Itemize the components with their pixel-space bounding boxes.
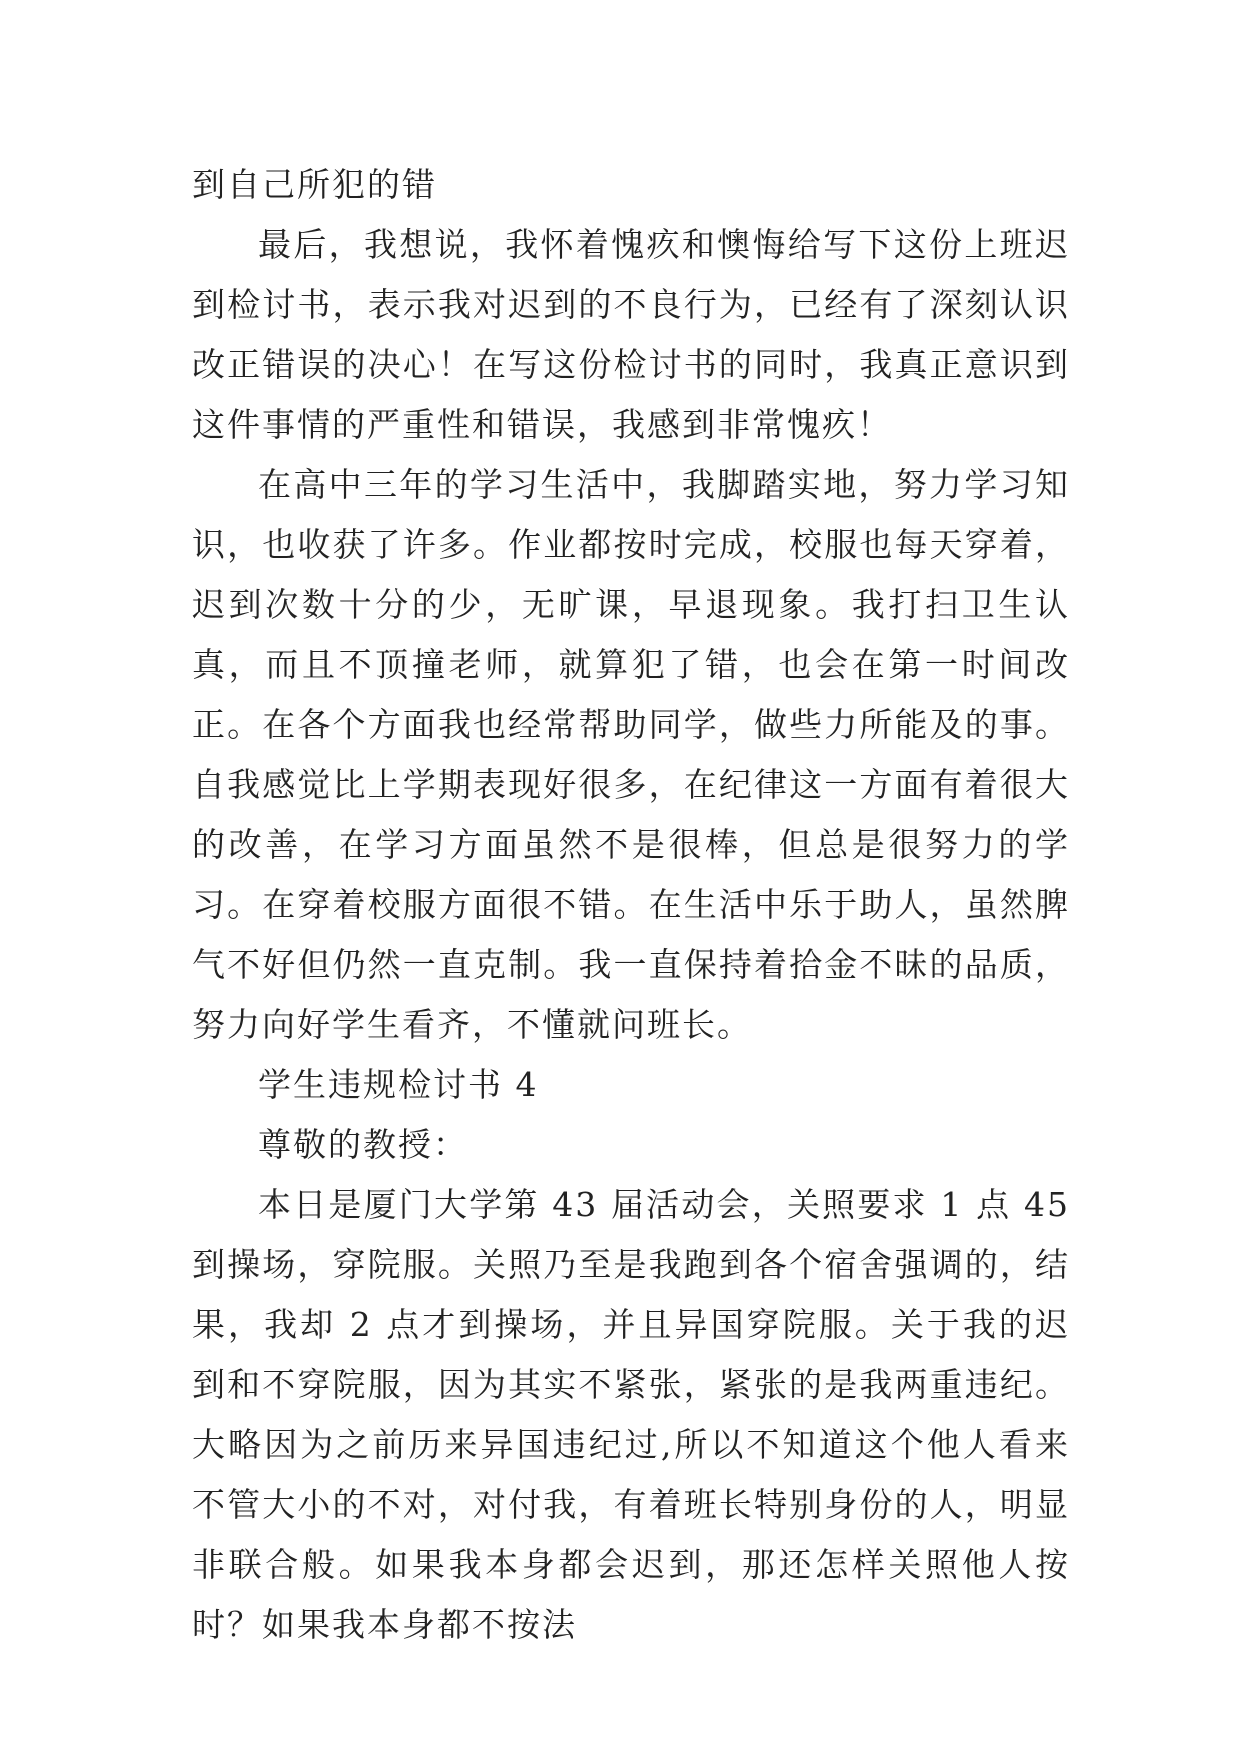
document-body (192, 155, 1070, 1655)
paragraph-self-evaluation: 在高中三年的学习生活中，我脚踏实地，努力学习知识，也收获了许多。作业都按时完成，校服也每天穿着，迟到次数十分的少，无旷课，早退现象。我打扫卫生认真，而且不顶撞老师，就算犯了错，也会在第一时间改正。在各个方面我也经常帮助同学，做些力所能及的事。 自我感觉比上学期表现好很多，在纪律这一方面有着很大的改善，在学习方面虽然不是很棒，但总是很努力的学习。在穿着校服方面很不错。在生活中乐于助人，虽然脾气不好但仍然一直克制。我一直保持着拾金不昧的品质，努力向好学生看齐，不懂就问班长。 (192, 465, 1070, 1044)
section-heading: 学生违规检讨书 4 (258, 1065, 539, 1104)
paragraph-closing-statement: 最后，我想说，我怀着愧疚和懊悔给写下这份上班迟到检讨书，表示我对迟到的不良行为，已经有了深刻认识改正错误的决心！在写这份检讨书的同时，我真正意识到这件事情的严重性和错误，我感到非常愧疚！ (192, 225, 1070, 444)
paragraph-incident: 本日是厦门大学第 43 届活动会，关照要求 1 点 45 到操场，穿院服。关照乃至是我跑到各个宿舍强调的，结果，我却 2 点才到操场，并且异国穿院服。关于我的迟到和不穿院服，因为其实不紧张，紧张的是我两重违纪。大略因为之前历来异国违纪过,所以不知道这个他人看来不管大小的不对，对付我，有着班长特别身份的人，明显非联合般。如果我本身都会迟到，那还怎样关照他人按时？如果我本身都不按法 (192, 1185, 1070, 1644)
salutation: 尊敬的教授： (258, 1125, 468, 1164)
paragraph-continuation: 到自己所犯的错 (192, 165, 437, 204)
